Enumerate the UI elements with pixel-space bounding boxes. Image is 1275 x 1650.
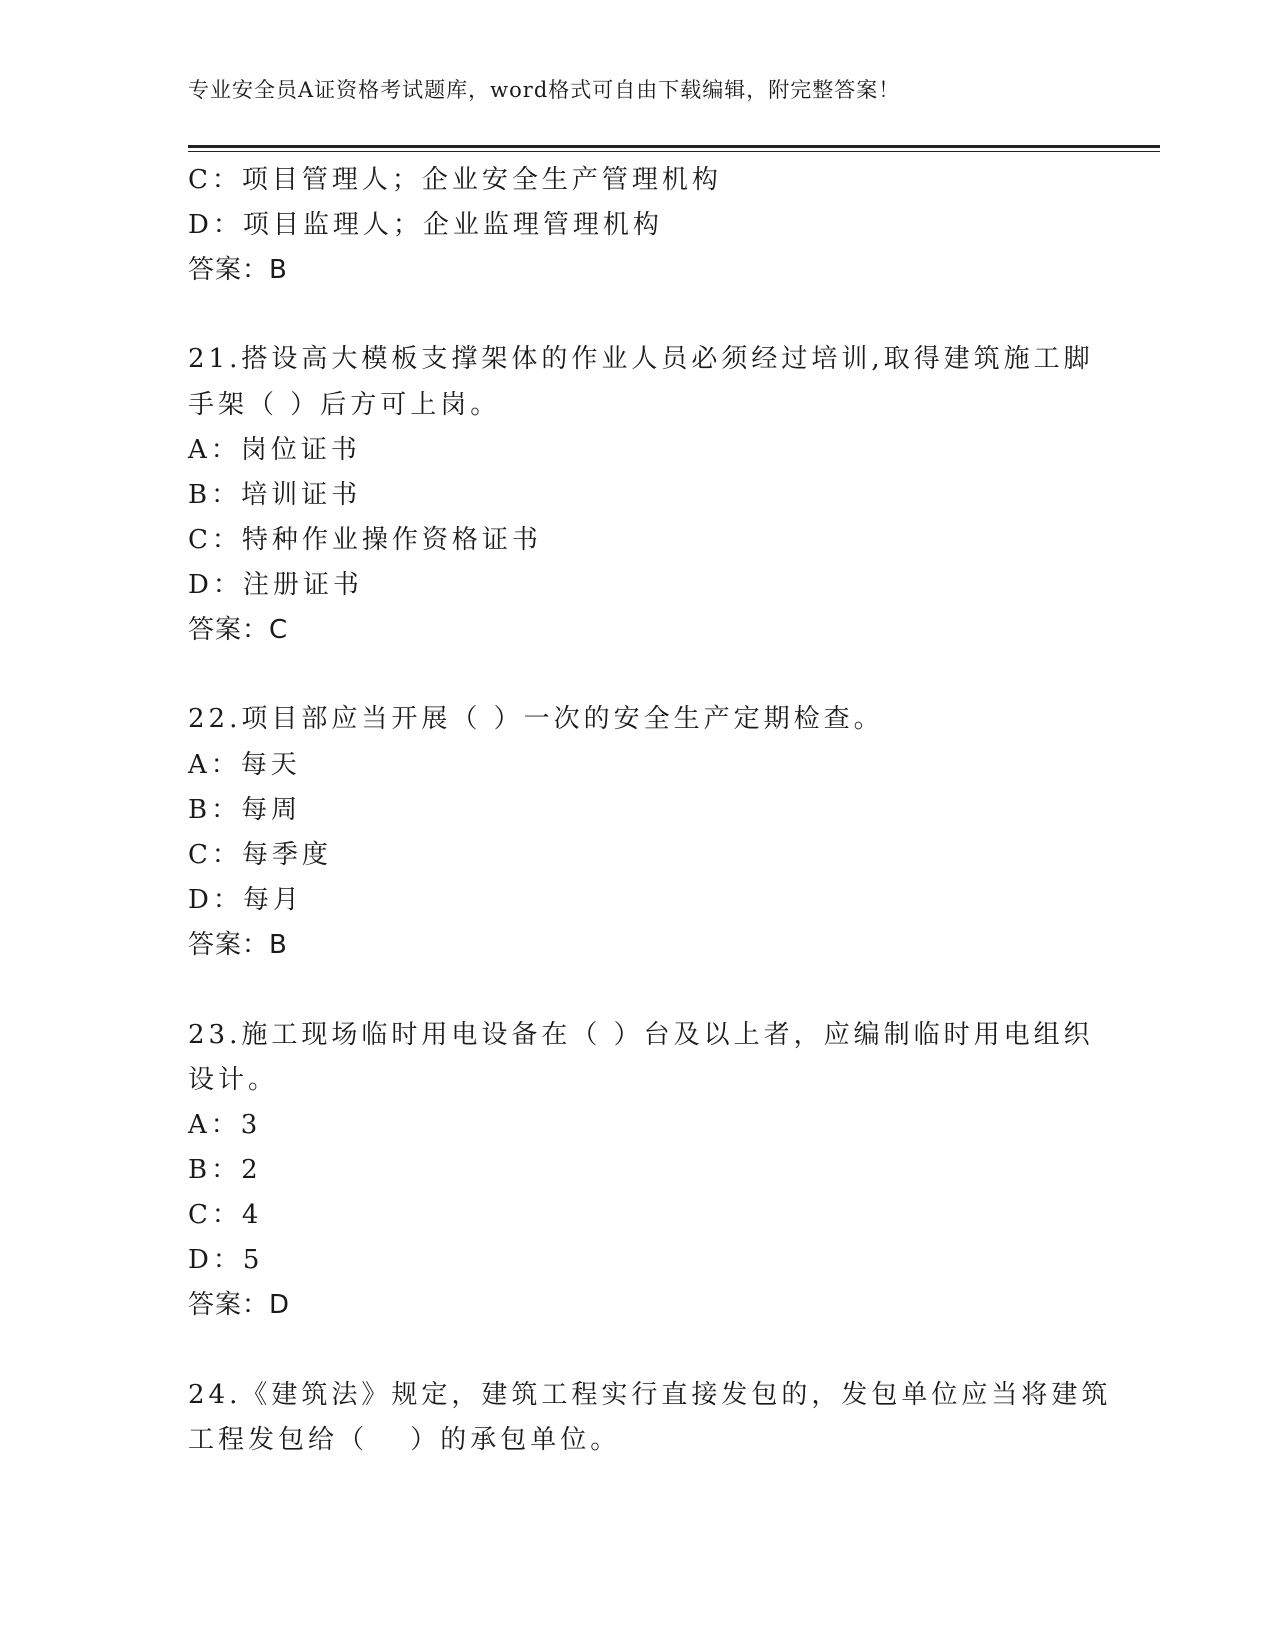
q23-option-d: D：5: [188, 1245, 264, 1275]
q23-option-b: B：2: [188, 1155, 262, 1185]
q22-option-d: D：每月: [188, 885, 303, 915]
q24-stem-line1: 24.《建筑法》规定，建筑工程实行直接发包的，发包单位应当将建筑: [188, 1380, 1112, 1410]
q22-option-b: B：每周: [188, 795, 302, 825]
q21-answer: 答案：C: [188, 615, 289, 645]
q23-stem-line1: 23.施工现场临时用电设备在（ ）台及以上者，应编制临时用电组织: [188, 1020, 1094, 1050]
q23-stem-line2: 设计。: [188, 1065, 279, 1095]
q22-option-a: A：每天: [188, 750, 301, 780]
q21-option-c: C：特种作业操作资格证书: [188, 525, 542, 555]
q23-option-a: A：3: [188, 1110, 262, 1140]
q20-option-c: C：项目管理人；企业安全生产管理机构: [188, 165, 722, 195]
q23-option-c: C：4: [188, 1200, 263, 1230]
q22-answer: 答案：B: [188, 930, 288, 960]
q20-option-d: D：项目监理人；企业监理管理机构: [188, 210, 663, 240]
q21-option-d: D：注册证书: [188, 570, 363, 600]
q24-stem-line2: 工程发包给（ ）的承包单位。: [188, 1425, 621, 1455]
q21-stem-line2: 手架（ ）后方可上岗。: [188, 390, 501, 420]
q22-option-c: C：每季度: [188, 840, 332, 870]
q22-stem-line1: 22.项目部应当开展（ ）一次的安全生产定期检查。: [188, 704, 884, 734]
q23-answer: 答案：D: [188, 1290, 291, 1320]
header-rule-thin: [188, 151, 1160, 152]
q21-stem-line1: 21.搭设高大模板支撑架体的作业人员必须经过培训,取得建筑施工脚: [188, 344, 1094, 374]
q21-option-a: A：岗位证书: [188, 435, 361, 465]
header-rule-thick: [188, 145, 1160, 148]
page-header: 专业安全员A证资格考试题库，word格式可自由下载编辑，附完整答案！: [188, 78, 901, 102]
q21-option-b: B：培训证书: [188, 480, 362, 510]
q20-answer: 答案：B: [188, 255, 288, 285]
